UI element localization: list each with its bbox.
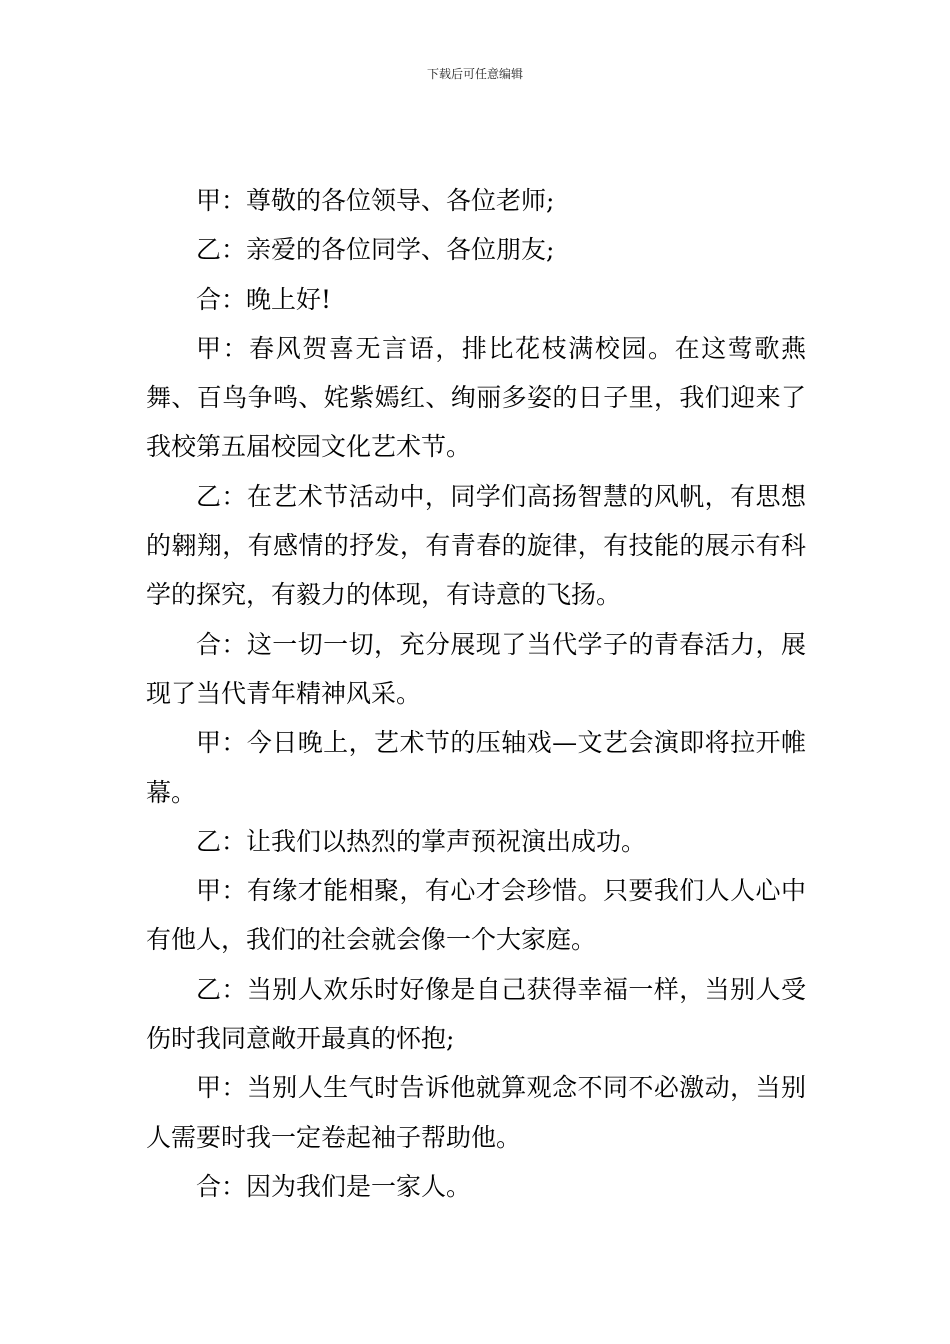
paragraph: 甲：有缘才能相聚，有心才会珍惜。只要我们人人心中有他人，我们的社会就会像一个大家庭。 xyxy=(146,876,806,955)
paragraph: 乙：亲爱的各位同学、各位朋友; xyxy=(196,235,555,265)
paragraph: 乙：当别人欢乐时好像是自己获得幸福一样，当别人受伤时我同意敞开最真的怀抱; xyxy=(146,974,806,1054)
paragraph: 甲：尊敬的各位领导、各位老师; xyxy=(196,186,555,215)
paragraph: 合：这一切一切，充分展现了当代学子的青春活力，展现了当代青年精神风采。 xyxy=(146,629,806,708)
paragraph: 合：晚上好! xyxy=(196,284,332,314)
paragraph: 甲：当别人生气时告诉他就算观念不同不必激动，当别人需要时我一定卷起袖子帮助他。 xyxy=(146,1073,806,1152)
paragraph: 乙：让我们以热烈的掌声预祝演出成功。 xyxy=(196,826,647,856)
paragraph: 乙：在艺术节活动中，同学们高扬智慧的风帆，有思想的翱翔，有感情的抒发，有青春的旋律，有技能的展示有科学的探究，有毅力的体现，有诗意的飞扬。 xyxy=(146,481,806,610)
paragraph: 甲：春风贺喜无言语，排比花枝满校园。在这莺歌燕舞、百鸟争鸣、姹紫嫣红、绚丽多姿的日子里，我们迎来了我校第五届校园文化艺术节。 xyxy=(146,333,806,462)
page-header: 下载后可任意编辑 xyxy=(426,67,523,81)
paragraph: 甲：今日晚上，艺术节的压轴戏—文艺会演即将拉开帷幕。 xyxy=(146,728,806,807)
document-body xyxy=(146,176,806,1211)
paragraph: 合：因为我们是一家人。 xyxy=(196,1171,472,1201)
